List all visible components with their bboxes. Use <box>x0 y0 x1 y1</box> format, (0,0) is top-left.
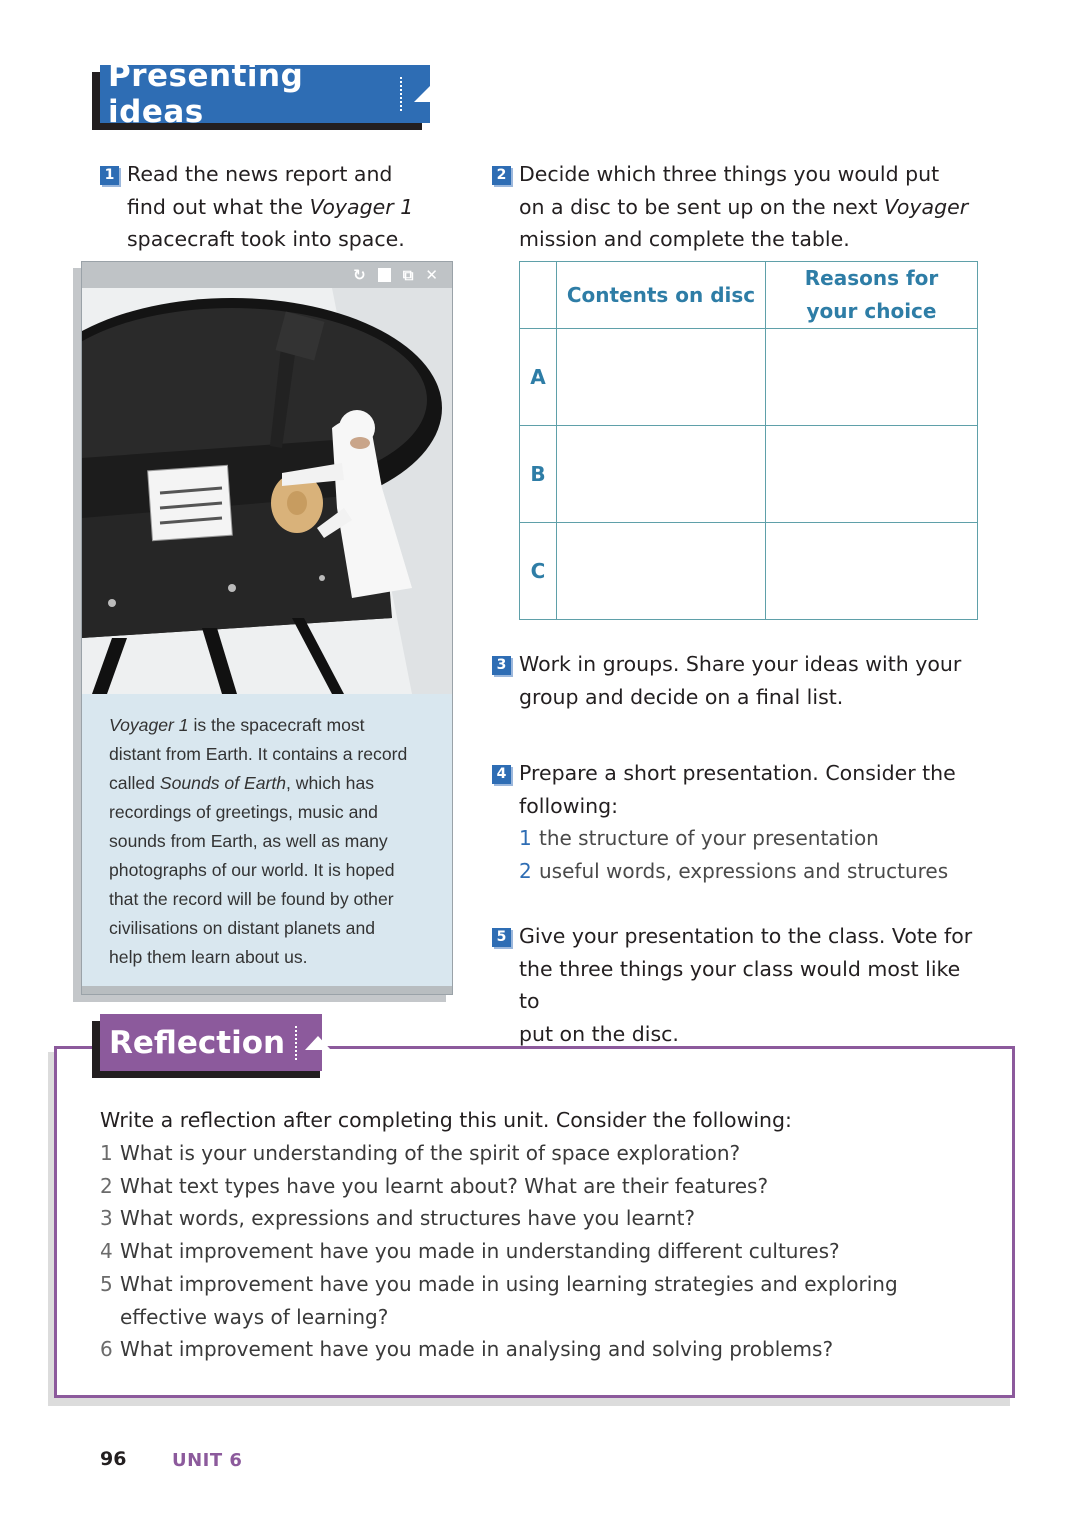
table-header-row <box>520 262 978 329</box>
task-line: group and decide on a final list. <box>519 684 844 709</box>
caption-line: photographs of our world. It is hoped <box>109 860 395 880</box>
task-line: on a disc to be sent up on the next Voyager <box>519 194 969 219</box>
page-icon[interactable] <box>378 268 391 282</box>
task-1-text <box>127 158 477 256</box>
page-number: 96 <box>100 1448 127 1470</box>
header-divider <box>400 77 402 111</box>
task-line: Prepare a short presentation. Consider the <box>519 761 956 785</box>
task-4 <box>492 757 962 897</box>
task-5-text <box>519 920 979 1050</box>
caption-line: called Sounds of Earth, which has <box>109 773 375 793</box>
task-number-badge: 4 <box>492 765 511 784</box>
task-line: Give your presentation to the class. Vote for <box>519 924 973 948</box>
task-line: spacecraft took into space. <box>127 227 405 251</box>
task-line: Decide which three things you would put <box>519 162 940 186</box>
task-4-list <box>519 822 969 887</box>
header-line: your choice <box>806 299 937 323</box>
caption-line: recordings of greetings, music and <box>109 802 378 822</box>
caption-line: distant from Earth. It contains a record <box>109 744 408 764</box>
caption-line: help them learn about us. <box>109 947 308 967</box>
task-2 <box>492 158 969 258</box>
task-4-text <box>519 757 969 887</box>
restore-icon[interactable]: ⧉ <box>402 265 414 284</box>
reflection-title: Reflection <box>109 1024 286 1061</box>
unit-label: UNIT 6 <box>172 1450 243 1471</box>
list-item: 1 the structure of your presentation <box>519 826 879 850</box>
caption-line: civilisations on distant planets and <box>109 918 376 938</box>
caption-line: Voyager 1 is the spacecraft most <box>109 715 365 735</box>
card-bottom-bar <box>82 986 452 994</box>
reflection-list <box>100 1137 990 1366</box>
row-label: A <box>520 329 557 426</box>
reasons-cell[interactable] <box>766 426 978 523</box>
task-line: the three things your class would most like to <box>519 956 961 1013</box>
list-item: 2 useful words, expressions and structures <box>519 858 949 883</box>
browser-toolbar <box>82 262 452 288</box>
header-line: Reasons for <box>804 266 939 290</box>
table-header-empty <box>520 262 557 329</box>
task-line: following: <box>519 793 619 818</box>
row-label: C <box>520 523 557 620</box>
task-number-badge: 3 <box>492 656 511 675</box>
task-line: Work in groups. Share your ideas with your <box>519 652 962 676</box>
task-2-text <box>519 158 969 256</box>
triangle-up-icon <box>305 1036 331 1050</box>
section-header <box>100 58 430 130</box>
task-number-badge: 5 <box>492 928 511 947</box>
task-3-text <box>519 648 969 713</box>
reflection-intro: Write a reflection after completing this unit. Consider the following: <box>100 1108 792 1132</box>
table-header-contents: Contents on disc <box>557 262 766 329</box>
photo-caption <box>109 711 439 972</box>
contents-cell[interactable] <box>557 523 766 620</box>
list-item: 3 What words, expressions and structures have you learnt? <box>100 1206 696 1231</box>
answer-table <box>519 261 978 620</box>
close-icon[interactable]: ✕ <box>425 265 438 284</box>
task-line: find out what the Voyager 1 <box>127 194 414 219</box>
contents-cell[interactable] <box>557 329 766 426</box>
voyager-photo <box>82 288 452 694</box>
task-3 <box>492 648 962 718</box>
list-item: 6 What improvement have you made in analysing and solving problems? <box>100 1337 834 1362</box>
task-number-badge: 2 <box>492 166 511 185</box>
list-item: 4 What improvement have you made in understanding different cultures? <box>100 1239 840 1264</box>
reflection-divider <box>295 1026 297 1060</box>
row-label: B <box>520 426 557 523</box>
task-1 <box>100 158 470 258</box>
refresh-icon[interactable]: ↻ <box>353 265 366 284</box>
list-item: 1 What is your understanding of the spirit of space exploration? <box>100 1141 741 1165</box>
task-number-badge: 1 <box>100 166 119 185</box>
caption-line: sounds from Earth, as well as many <box>109 831 388 851</box>
reasons-cell[interactable] <box>766 329 978 426</box>
contents-cell[interactable] <box>557 426 766 523</box>
table-row <box>520 426 978 523</box>
list-item: 5 What improvement have you made in using learning strategies and exploring effective ways of learning? <box>100 1271 898 1329</box>
browser-window <box>81 261 453 995</box>
task-line: put on the disc. <box>519 1021 679 1046</box>
task-line: mission and complete the table. <box>519 227 850 251</box>
corner-arrow-icon <box>414 86 430 102</box>
task-line: Read the news report and <box>127 162 393 186</box>
table-row <box>520 329 978 426</box>
reasons-cell[interactable] <box>766 523 978 620</box>
section-title: Presenting ideas <box>108 58 304 130</box>
task-5 <box>492 920 973 1046</box>
voyager-illustration <box>82 288 452 694</box>
list-item: 2 What text types have you learnt about? What are their features? <box>100 1173 769 1198</box>
reflection-header <box>100 1014 322 1071</box>
caption-line: that the record will be found by other <box>109 889 394 909</box>
table-row <box>520 523 978 620</box>
table-header-reasons <box>766 262 978 329</box>
